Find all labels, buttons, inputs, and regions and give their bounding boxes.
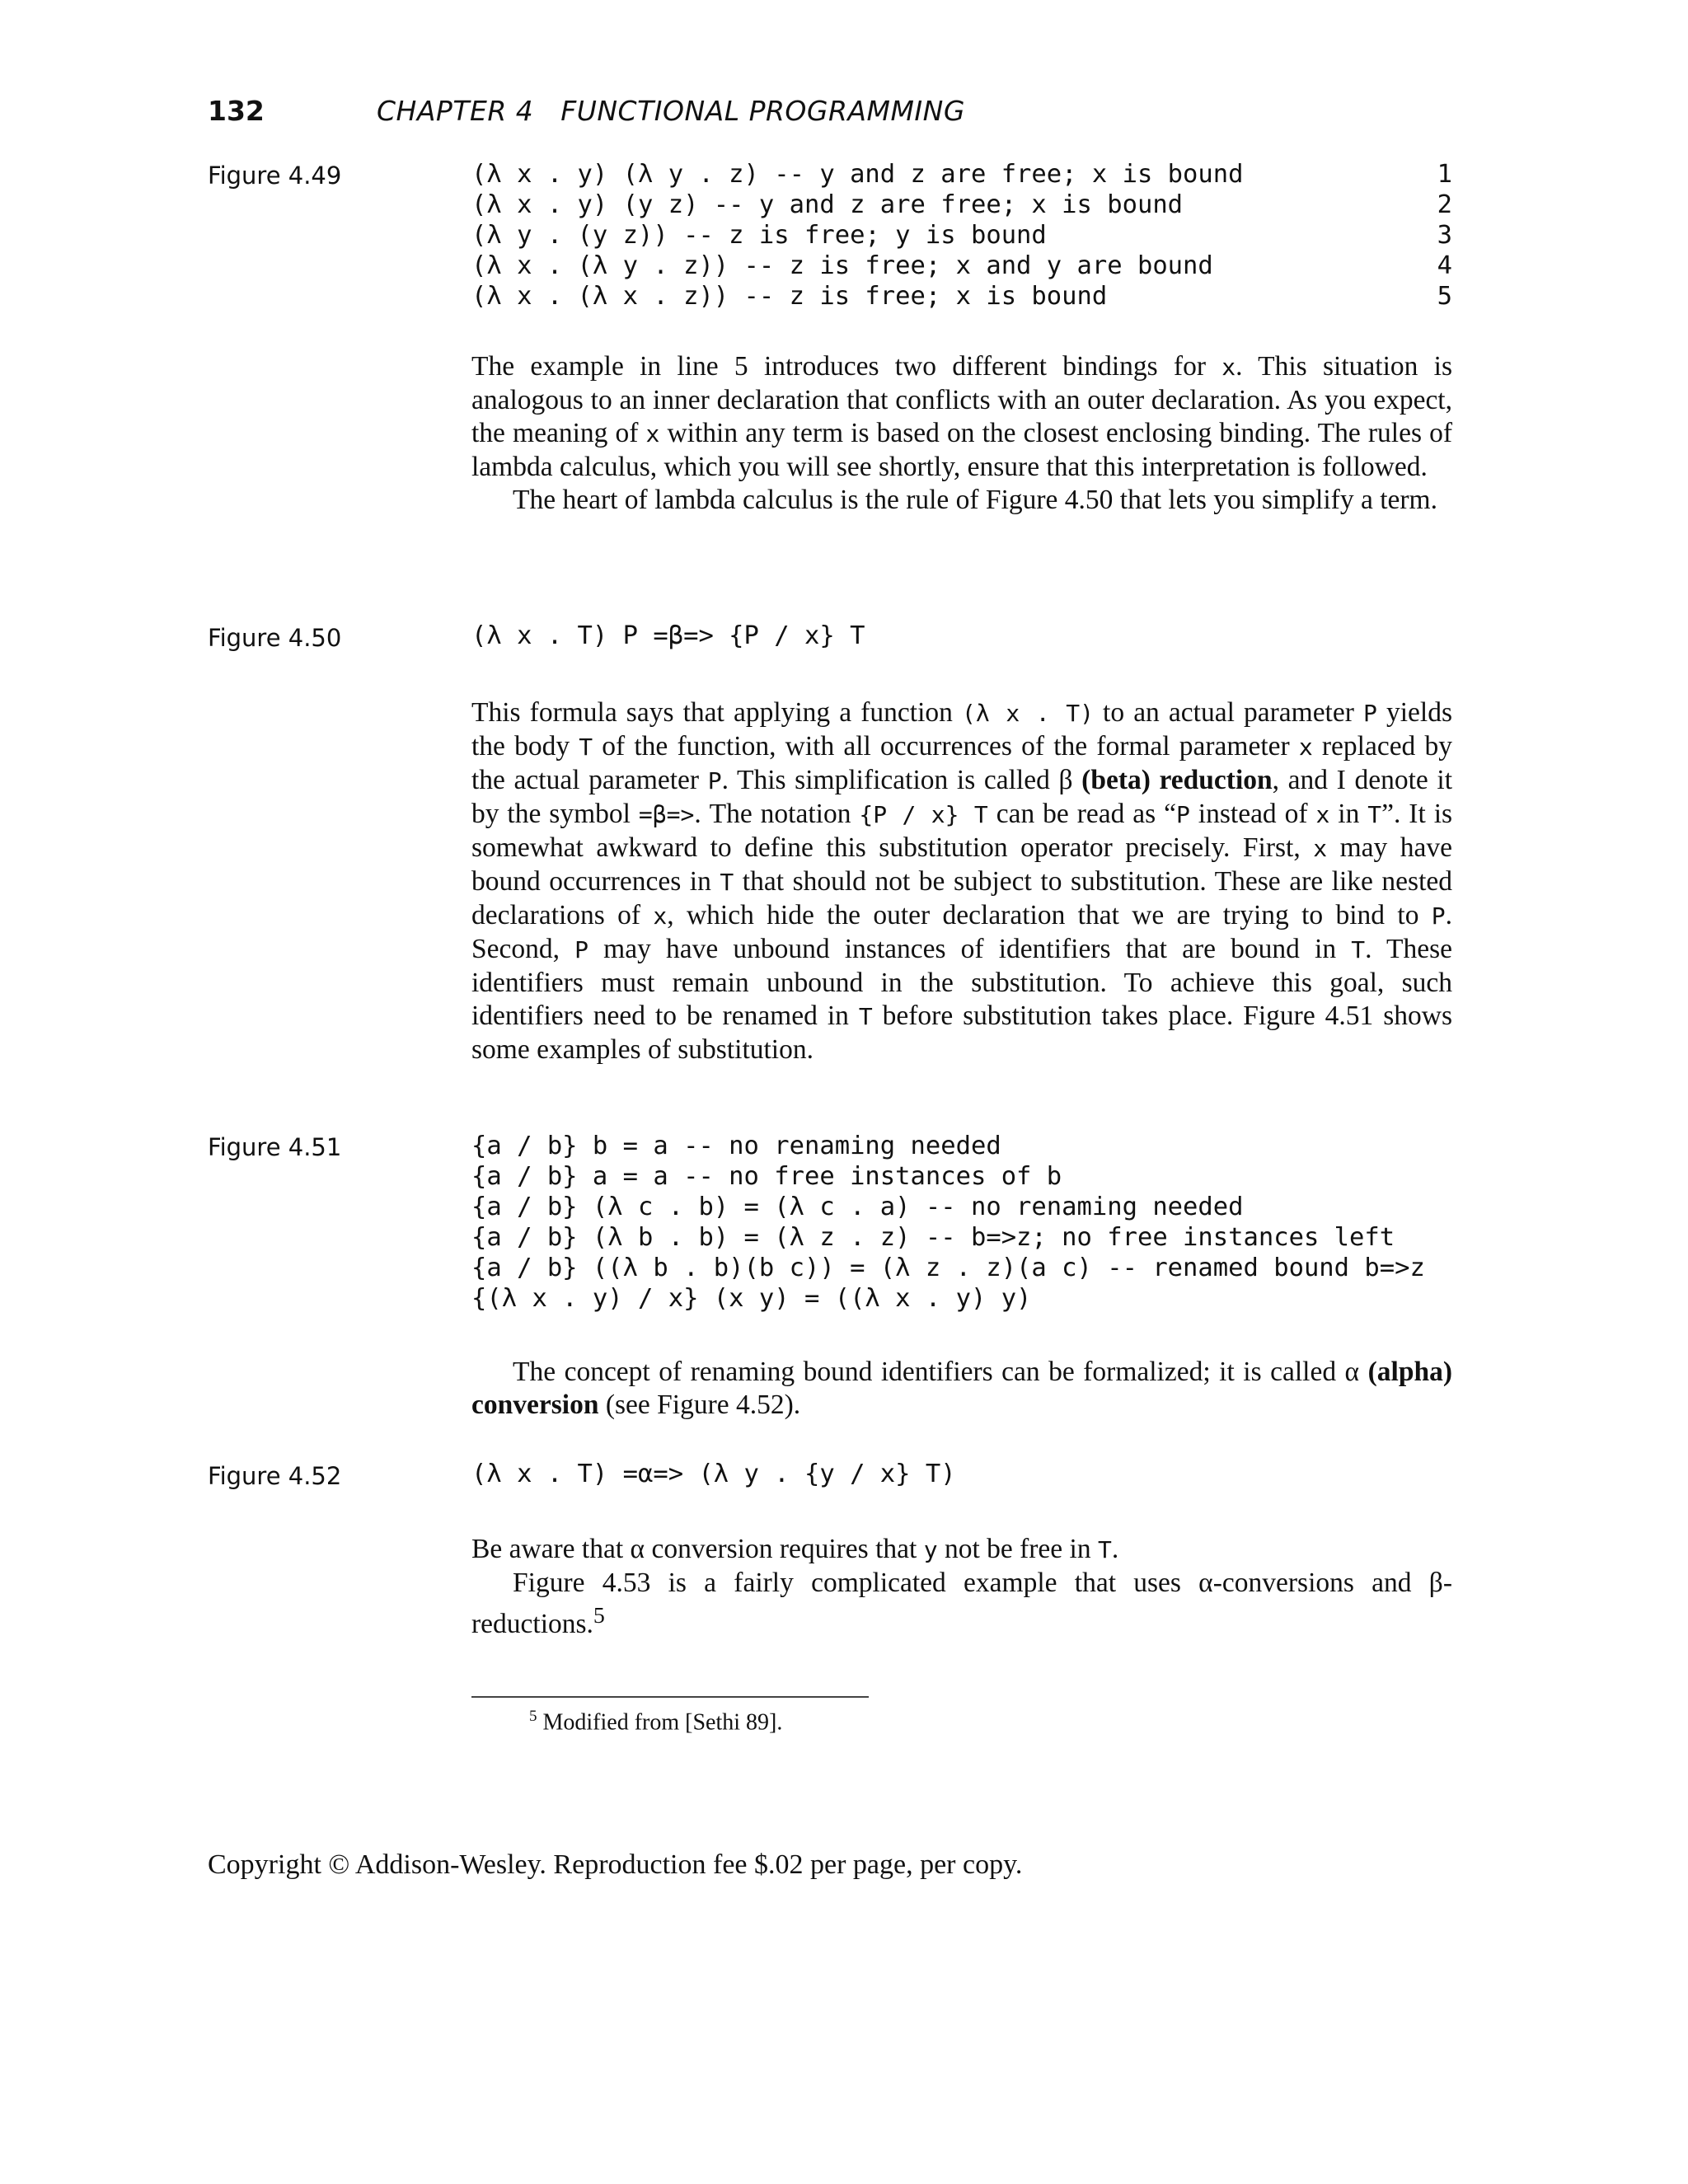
figure-4-51-code xyxy=(471,1131,1452,1314)
footnote-mark: 5 xyxy=(529,1708,537,1725)
body-text-1 xyxy=(471,350,1452,517)
chapter-title: CHAPTER 4 FUNCTIONAL PROGRAMMING xyxy=(377,95,965,127)
code-line xyxy=(471,190,1452,220)
body-text-4 xyxy=(471,1533,1452,1641)
figure-label-4-49: Figure 4.49 xyxy=(208,162,342,190)
footnote xyxy=(529,1708,782,1736)
paragraph: The example in line 5 introduces two different bindings for x. This situation is analogous to an inner declaration that conflicts with an outer declaration. As you expect, the meaning of x within any term is based on the closest enclosing binding. The rules of lambda calculus, which you will see shortly, ensure that this interpretation is followed. xyxy=(471,351,1452,482)
code-line: {a / b} ((λ b . b)(b c)) = (λ z . z)(a c) -- renamed bound b=>z xyxy=(471,1254,1425,1282)
body-text-3 xyxy=(471,1356,1452,1422)
figure-label-4-52: Figure 4.52 xyxy=(208,1462,342,1490)
code-line xyxy=(471,159,1452,190)
code-line: (λ x . T) =α=> (λ y . {y / x} T) xyxy=(471,1460,956,1488)
paragraph: Figure 4.53 is a fairly complicated example that uses α-conversions and β-reductions.$^5$ xyxy=(471,1568,1452,1640)
page-header xyxy=(208,95,1526,128)
code-line xyxy=(471,281,1452,312)
copyright-notice: Copyright © Addison-Wesley. Reproduction fee $.02 per page, per copy. xyxy=(208,1849,1023,1880)
line-number: 3 xyxy=(1437,221,1452,250)
body-text-2 xyxy=(471,696,1452,1066)
code-line: {a / b} b = a -- no renaming needed xyxy=(471,1132,1001,1160)
code-line xyxy=(471,251,1452,281)
footnote-text: Modified from [Sethi 89]. xyxy=(537,1709,783,1736)
code-text: (λ x . (λ x . z)) -- z is free; x is bound xyxy=(471,282,1108,311)
code-line: (λ x . T) P =β=> {P / x} T xyxy=(471,621,865,650)
line-number: 1 xyxy=(1437,160,1452,189)
code-text: (λ x . y) (y z) -- y and z are free; x is bound xyxy=(471,190,1184,219)
page-number: 132 xyxy=(208,95,265,127)
paragraph: This formula says that applying a function (λ x . T) to an actual parameter P yields the body T of the function, with all occurrences of the formal parameter x replaced by the actual parameter P. This simplification is called β (beta) reduction, and I denote it by the symbol =β=>. The notation {P / x} T can be read as “P instead of x in T”. It is somewhat awkward to define this substitution operator precisely. First, x may have bound occurrences in T that should not be subject to substitution. These are like nested declarations of x, which hide the outer declaration that we are trying to bind to P. Second, P may have unbound instances of identifiers that are bound in T. These identifiers must remain unbound in the substitution. To achieve this goal, such identifiers need to be renamed in T before substitution takes place. Figure 4.51 shows some examples of substitution. xyxy=(471,697,1453,1065)
code-line: {a / b} a = a -- no free instances of b xyxy=(471,1162,1062,1191)
code-line: {a / b} (λ c . b) = (λ c . a) -- no renaming needed xyxy=(471,1193,1244,1221)
line-number: 4 xyxy=(1437,251,1452,280)
figure-4-50-code xyxy=(471,621,1452,651)
line-number: 5 xyxy=(1437,282,1452,311)
line-number: 2 xyxy=(1437,190,1452,219)
code-line xyxy=(471,220,1452,251)
figure-4-49-code xyxy=(471,159,1452,312)
code-line: {(λ x . y) / x} (x y) = ((λ x . y) y) xyxy=(471,1284,1032,1313)
footnote-reference: 5 xyxy=(593,1603,605,1629)
paragraph: The concept of renaming bound identifiers can be formalized; it is called α (alpha) conversion (see Figure 4.52). xyxy=(471,1357,1452,1420)
footnote-rule xyxy=(471,1696,869,1698)
figure-label-4-50: Figure 4.50 xyxy=(208,624,342,652)
code-text: (λ x . (λ y . z)) -- z is free; x and y are bound xyxy=(471,251,1213,280)
figure-label-4-51: Figure 4.51 xyxy=(208,1133,342,1161)
figure-4-52-code xyxy=(471,1459,1452,1489)
paragraph: Be aware that α conversion requires that y not be free in T. xyxy=(471,1534,1119,1564)
paragraph: The heart of lambda calculus is the rule of Figure 4.50 that lets you simplify a term. xyxy=(513,485,1437,515)
code-text: (λ x . y) (λ y . z) -- y and z are free; x is bound xyxy=(471,160,1244,189)
code-text: (λ y . (y z)) -- z is free; y is bound xyxy=(471,221,1047,250)
code-line: {a / b} (λ b . b) = (λ z . z) -- b=>z; no free instances left xyxy=(471,1223,1395,1252)
